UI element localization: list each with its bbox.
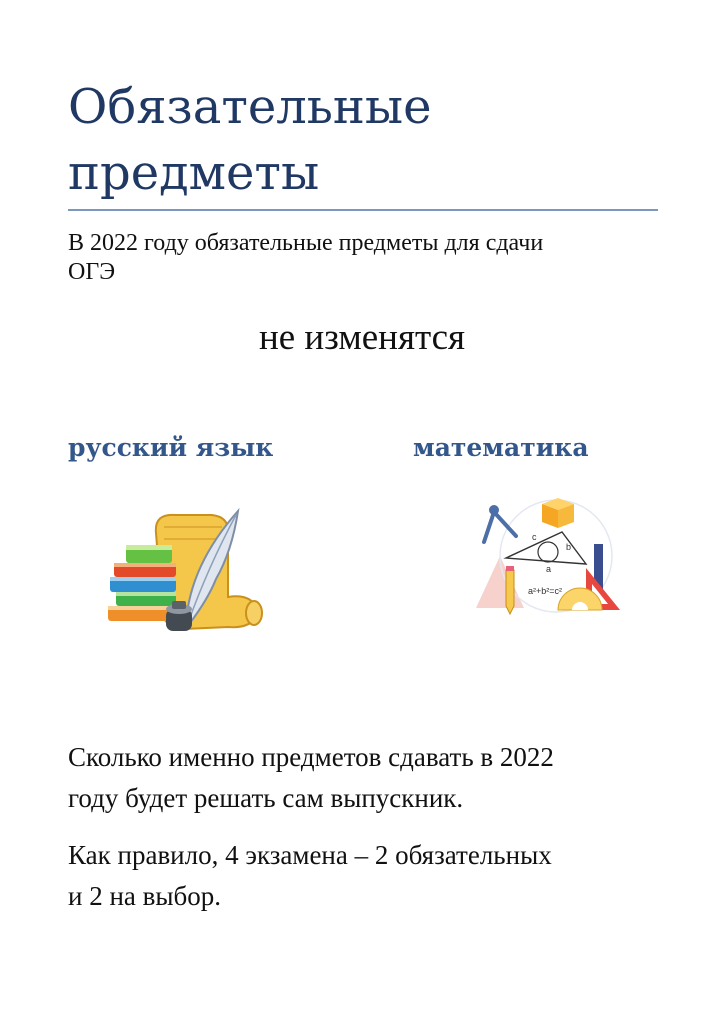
subject-russian: русский язык (68, 433, 274, 462)
page-title (68, 74, 658, 206)
subject-math: математика (413, 433, 589, 462)
paragraph-2-line-1: Как правило, 4 экзамена – 2 обязательных (68, 840, 552, 870)
intro-line-1: В 2022 году обязательные предметы для сдачи (68, 230, 544, 256)
headline: не изменятся (258, 317, 466, 358)
formula-text: a²+b²=c² (528, 586, 563, 596)
paragraph-1-line-1: Сколько именно предметов сдавать в 2022 (68, 742, 554, 772)
paragraph-1-line-2: году будет решать сам выпускник. (68, 783, 464, 813)
paragraph-rule (68, 835, 678, 917)
title-underline (68, 209, 658, 211)
intro-line-2: ОГЭ (68, 259, 116, 285)
svg-text:a: a (546, 564, 552, 574)
paragraph-2-line-2: и 2 на выбор. (68, 881, 222, 911)
page-title-line-1: Обязательные (68, 79, 432, 135)
books-quill-icon (104, 505, 266, 640)
page-title-line-2: предметы (68, 145, 320, 201)
geometry-tools-icon (470, 490, 630, 620)
svg-text:b: b (566, 542, 572, 552)
svg-text:c: c (532, 532, 537, 542)
intro-text (68, 229, 668, 287)
paragraph-choice (68, 737, 678, 819)
